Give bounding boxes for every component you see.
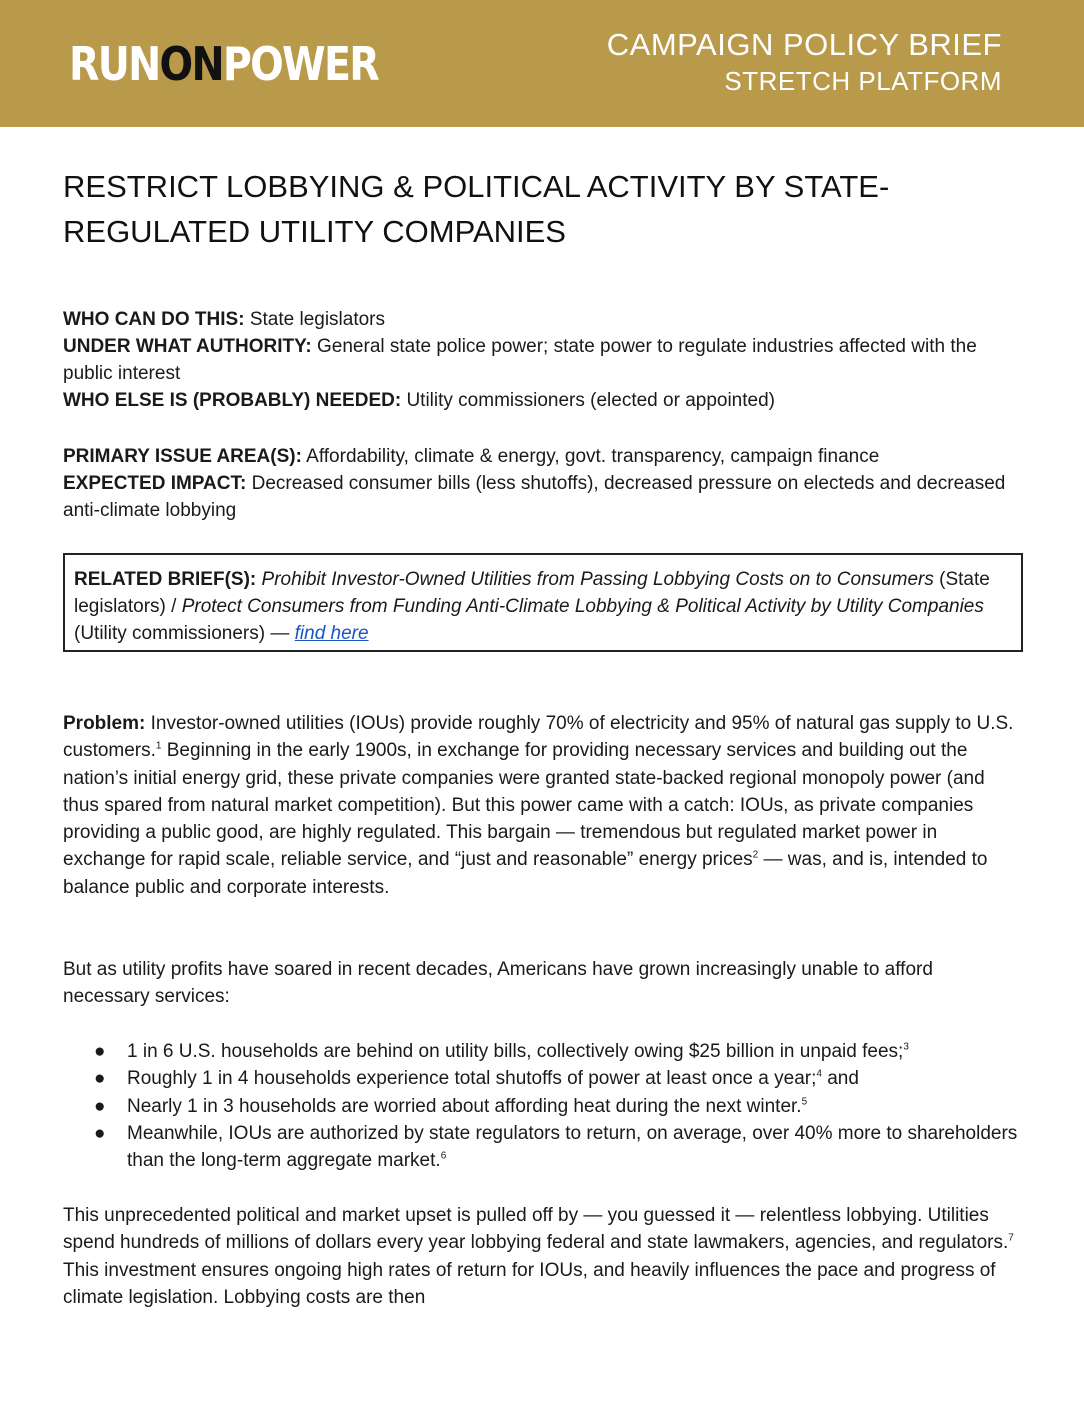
issue-line: PRIMARY ISSUE AREA(S): Affordability, climate & energy, govt. transparency, campaign finance xyxy=(63,446,880,467)
lobbying-paragraph: This unprecedented political and market upset is pulled off by — you guessed it — relentless lobbying. Utilities spend hundreds of millions of dollars every year lobbying federal and state lawmakers, agencies, and regulators.$^7$ This investment ensures ongoing high rates of return for IOUs, and heavily influences the pace and progress of climate legislation. Lobbying costs are then xyxy=(63,1205,1014,1308)
footnote-ref[interactable]: 3 xyxy=(903,1041,909,1053)
list-item: ● Nearly 1 in 3 households are worried about affording heat during the next winter.$^5$ xyxy=(63,1093,1023,1120)
footnote-ref[interactable]: 5 xyxy=(801,1096,808,1108)
list-item: ● 1 in 6 U.S. households are behind on utility bills, collectively owing $25 billion in unpaid fees;$^3$ xyxy=(63,1038,1023,1065)
impact-line: EXPECTED IMPACT: Decreased consumer bills (less shutoffs), decreased pressure on electeds and decreased anti-climate lobbying xyxy=(63,473,1006,521)
related-brief-1: Prohibit Investor-Owned Utilities from Passing Lobbying Costs on to Consumers xyxy=(261,569,934,590)
list-item: ● Roughly 1 in 4 households experience total shutoffs of power at least once a year;$^4$ and xyxy=(63,1065,1023,1092)
problem-paragraph: Problem: Investor-owned utilities (IOUs) provide roughly 70% of electricity and 95% of natural gas supply to U.S. customers.$^1$ Beginning in the early 1900s, in exchange for providing necessary services and building out the nation’s initial energy grid, these private companies were granted state-backed regional monopoly power (and thus spared from natural market competition). But this power came with a catch: IOUs, as private companies providing a public good, are highly regulated. This bargain — tremendous but regulated market power in exchange for rapid scale, reliable service, and “just and reasonable” energy prices$^2$ — was, and is, intended to balance public and corporate interests. xyxy=(63,713,1014,898)
related-briefs-box: RELATED BRIEF(S): Prohibit Investor-Owned Utilities from Passing Lobbying Costs on to Consumers (State legislators) / Protect Consumers from Funding Anti-Climate Lobbying & Political Activity by Utility Companies (Utility commissioners) — find here xyxy=(63,553,1023,652)
page-title: RESTRICT LOBBYING & POLITICAL ACTIVITY BY STATE-REGULATED UTILITY COMPANIES xyxy=(63,169,890,249)
find-here-link[interactable]: find here xyxy=(294,623,369,644)
bullet-icon: ● xyxy=(94,1095,106,1117)
meta-block-actors xyxy=(63,306,1013,414)
bullet-icon: ● xyxy=(94,1068,106,1090)
runonpower-logo: RUNONPOWER xyxy=(69,37,378,91)
brief-type-label: CAMPAIGN POLICY BRIEF xyxy=(606,27,1002,62)
authority-line: UNDER WHAT AUTHORITY: General state police power; state power to regulate industries affected with the public interest xyxy=(63,336,977,384)
statistics-list xyxy=(63,1038,1023,1174)
affordability-paragraph: But as utility profits have soared in recent decades, Americans have grown increasingly unable to afford necessary services: xyxy=(63,959,933,1008)
footnote-ref[interactable]: 2 xyxy=(752,850,759,862)
footnote-ref[interactable]: 6 xyxy=(440,1150,447,1162)
needed-line: WHO ELSE IS (PROBABLY) NEEDED: Utility commissioners (elected or appointed) xyxy=(63,390,775,411)
header-band xyxy=(0,0,1084,127)
bullet-icon: ● xyxy=(94,1122,106,1144)
meta-block-impact xyxy=(63,443,1013,524)
list-item: ● Meanwhile, IOUs are authorized by state regulators to return, on average, over 40% more to shareholders than the long-term aggregate market.$^6$ xyxy=(63,1120,1023,1175)
footnote-ref[interactable]: 1 xyxy=(155,740,162,752)
footnote-ref[interactable]: 4 xyxy=(816,1068,822,1080)
platform-label: STRETCH PLATFORM xyxy=(724,66,1002,96)
footnote-ref[interactable]: 7 xyxy=(1008,1232,1014,1244)
related-brief-2: Protect Consumers from Funding Anti-Climate Lobbying & Political Activity by Utility Companies xyxy=(181,596,984,617)
bullet-icon: ● xyxy=(94,1041,106,1062)
who-line: WHO CAN DO THIS: State legislators xyxy=(63,309,386,330)
